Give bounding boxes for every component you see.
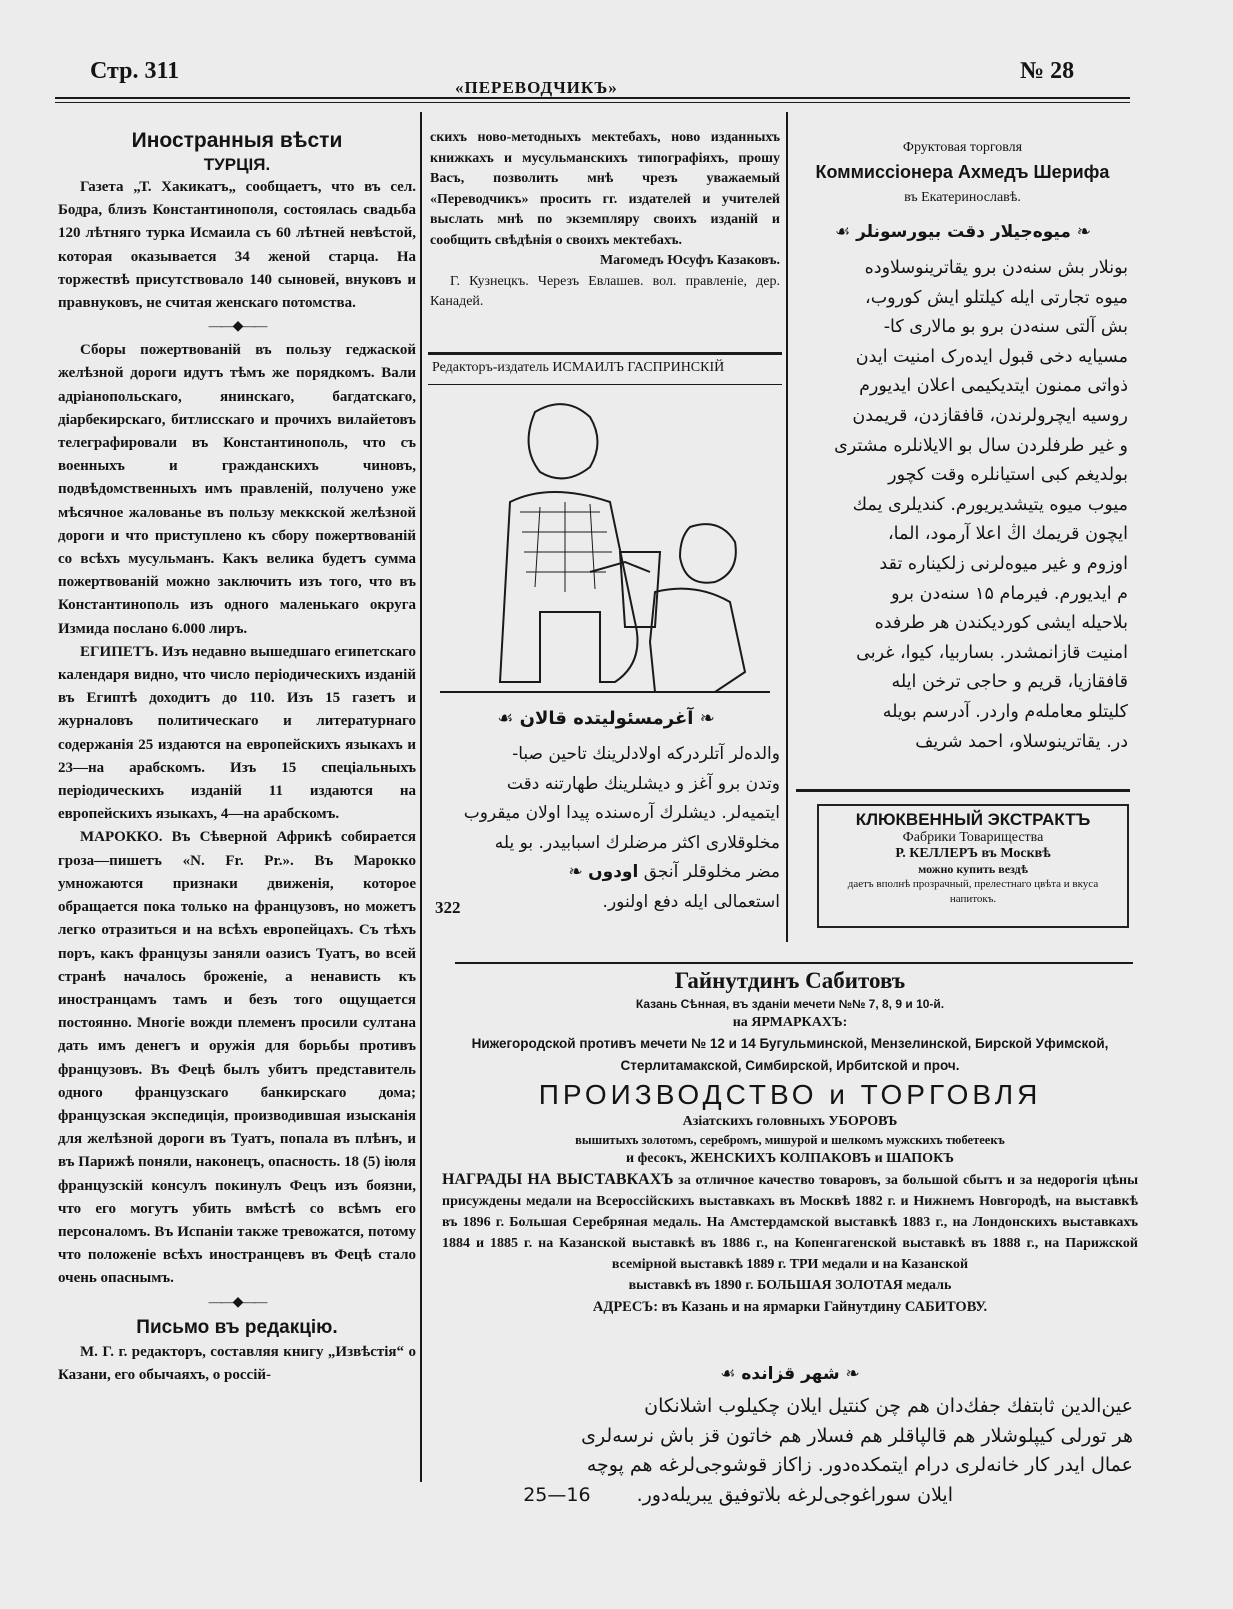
dress-plaid (520, 502, 612, 592)
toothpaste-ad-text: والده‌لر آتلردرکه اولادلرینك تاحین صبا- وتدن برو آغز و دیشلرینك طهارتنه دقت ایتمیه‌لر. دیشلرك آره‌سنده پیدا اولان میقروب مخلوقلاری اکثر مرضلرك اسبابیدر. بو یله مضر مخلوقلر آنجق اودوں ❧ استعمالی ایله دفع اولنور. (463, 744, 780, 912)
editor-rule (428, 384, 782, 385)
ad-top-rule (455, 962, 1133, 964)
mother-head (529, 404, 598, 478)
ornament-icon: ❧ (693, 708, 715, 729)
ornament-icon: ☙ (497, 708, 520, 729)
fruit-trade-name: Коммиссіонера Ахмедъ Шерифа (815, 162, 1110, 182)
newspaper-title: «ПЕРЕВОДЧИКЪ» (455, 78, 618, 97)
letter-address: Г. Кузнецкъ. Черезъ Евлашев. вол. правленіе, дер. Канадей. (430, 273, 780, 309)
letter-paragraph: М. Г. г. редакторъ, составляя книгу „Извѣстія“ о Казани, его обычаяхъ, о россій- (58, 1343, 416, 1383)
column-divider (420, 112, 422, 1482)
letter-continuation (430, 128, 780, 313)
ornament-divider: ——◆—— (208, 1294, 266, 1310)
editor-line: Редакторъ-издатель ИСМАИЛЪ ГАСПРИНСКІЙ (432, 360, 725, 375)
ornament-icon: ❧ (839, 1364, 860, 1384)
ad-number: 25—16 (523, 1483, 591, 1506)
ornament-icon: ☙ (720, 1364, 742, 1384)
news-paragraph: МАРОККО. Въ Сѣверной Африкѣ собирается гроза—пишетъ «N. Fr. Pr.». Въ Марокко умножаются признаки движенія, которое обращается пока только на французовъ, но можетъ легко отразиться и на всѣхъ европейцахъ. Съ тѣхъ поръ, какъ французы заняли оазисъ Туатъ, во всей странѣ началось броженіе, а ненависть къ иностранцамъ тамъ и безъ того ощущается постоянно. Многіе вожди племенъ просили султана дать имъ денегъ и оружія для борьбы противъ французовъ. Въ Фецѣ былъ убитъ представитель одного французскаго банкирскаго дома; французская экспедиція, производившая изысканія для желѣзной дороги въ Туатъ, попала въ плѣнъ, и въ Парижѣ поняли, наконецъ, опасность. 18 (5) іюля французскій консулъ покинулъ Фецъ изъ боязни, что его могутъ убить вмѣстѣ со всѣмъ его персоналомъ. Въ Испаніи также тревожатся, потому что положеніе всѣхъ иностранцевъ въ Фецѣ стало очень опаснымъ. (58, 829, 416, 1287)
column-divider (786, 112, 788, 942)
news-paragraph: ЕГИПЕТЪ. Изъ недавно вышедшаго египетскаго календаря видно, что число періодическихъ изданій въ Египтѣ доходитъ до 110. Изъ 15 газетъ и журналовъ политическаго и литературнаго содержанія 25 издаются на европейскихъ языкахъ и 23—на арабскомъ. Изъ 15 спеціальныхъ періодическихъ изданій 11 издаются на европейскихъ языкахъ, 4—на арабскомъ. (58, 643, 416, 823)
child-dress (650, 589, 745, 692)
ornament-divider: ——◆—— (208, 319, 266, 335)
toothpaste-ad-heading: ❧ آغرمسئولیتده قالان ☙ (497, 708, 715, 729)
section-heading: Иностранныя вѣсти (131, 129, 343, 152)
ad-title: КЛЮКВЕННЫЙ ЭКСТРАКТЪ (855, 810, 1091, 829)
fruit-trade-city: въ Екатеринославѣ. (904, 190, 1021, 205)
kazan-ad-text: عین‌الدین ثابتفك جفك‌دان هم چن کنتیل ایلان چکیلوب اشلانکان هر تورلی کیپلوشلار هم قالپاقلر هم فسلار هم خاتون قز باش نرسه‌لری عمال ایدر کار خانه‌لری درام ایتمکده‌دور. زاکاز قوشوجی‌لرغه هم پوچه ایلان سوراغوجی‌لرغه بلاتوفیق یبریله‌دور. 25—16 (523, 1395, 1133, 1506)
page-number: Стр. 311 (90, 58, 180, 84)
sabitov-ad: Гайнутдинъ Сабитовъ Казань Сѣнная, въ зданіи мечети №№ 7, 8, 9 и 10-й. на ЯРМАРКАХЪ: Нижегородской противъ мечети № 12 и 14 Бугульминской, Мензелинской, Бирской Уфимской, Стерлитамакской, Симбирской, Ирбитской и проч. ПРОИЗВОДСТВО и ТОРГОВЛЯ Азіатскихъ головныхъ УБОРОВЪ вышитыхъ золотомъ, серебромъ, мишурой и шелкомъ мужскихъ тюбетеекъ и фесокъ, ЖЕНСКИХЪ КОЛПАКОВЪ и ШАПОКЪ НАГРАДЫ НА ВЫСТАВКАХЪ за отличное качество товаровъ, за большой сбытъ и за недорогія цѣны присуждены медали на Всероссійскихъ выставкахъ въ Москвѣ 1882 г. и Нижнемъ Новгородѣ, на выставкѣ въ 1896 г. Большая Серебряная медаль. На Амстердамской выставкѣ 1883 г., на Лондонскихъ выставкахъ 1884 и 1885 г. на Казанской выставкѣ въ 1886 г., на Копенгагенской выставкѣ въ 1888 г., на Парижской всемірной выставкѣ 1889 г. ТРИ медали и на Казанской выставкѣ въ 1890 г. БОЛЬШАЯ ЗОЛОТАЯ медаль АДРЕСЪ: въ Казань и на ярмарки Гайнутдину САБИТОВУ. (440, 966, 1140, 1319)
letter-heading: Письмо въ редакцію. (136, 1316, 338, 1338)
section-subheading: ТУРЦІЯ. (203, 155, 271, 174)
news-paragraph: Газета „Т. Хакикатъ„ сообщаетъ, что въ сел. Бодра, близъ Константинополя, состоялась свадьба 120 лѣтняго турка Исмаила съ 60 лѣтней невѣстой, которая оказывается 34 женой старца. На торжествѣ присутствовало 140 сыновей, внуковъ и правнуковъ, не считая женскаго потомства. (58, 179, 416, 312)
header-rule (55, 97, 1130, 99)
illustration-mother-child (440, 392, 770, 702)
product-name: اودوں (588, 862, 639, 883)
ad-big-title: ПРОИЗВОДСТВО и ТОРГОВЛЯ (538, 1079, 1042, 1110)
mother-dress (500, 492, 638, 682)
fruit-trade-line1: Фруктовая торговля (902, 140, 1023, 155)
merchant-name: Гайнутдинъ Сабитовъ (674, 968, 906, 993)
ad-number: 322 (435, 898, 461, 917)
kazan-ad-heading: ❧ شهر قزانده ☙ (720, 1364, 860, 1384)
letter-text: скихъ ново-методныхъ мектебахъ, ново изданныхъ книжкахъ и мусульманскихъ типографіяхъ, прошу Васъ, позволить мнѣ чрезъ уважаемый «Переводчикъ» просить гг. издателей и учителей выслать мнѣ по экземпляру своихъ изданій и сообщить свѣдѣнія о своихъ мектебахъ. (430, 130, 780, 248)
fruit-ad-heading: ❧ میوه‌جیلار دقت بیورسونلر ☙ (834, 222, 1092, 242)
news-paragraph: Сборы пожертвованій въ пользу геджаской желѣзной дороги идутъ тѣмъ же порядкомъ. Вали адріанопольскаго, янинскаго, багдатскаго, діарбекирскаго, битлисскаго и прочихъ вилайетовъ телеграфировали въ Константинополь, что съ военныхъ и гражданскихъ чиновъ, подвѣдомственныхъ имъ правленій, получено уже мѣсячное жалованье въ пользу меккской желѣзной дороги и что приступлено къ сбору пожертвованій со всѣхъ мусульманъ. Какъ велика будетъ сумма пожертвованій можно заключить изъ того, что въ Константинополь изъ одного маленькаго округа Измида послано 6.000 лиръ. (58, 342, 416, 637)
ad-address: АДРЕСЪ: въ Казань и на ярмарки Гайнутдину САБИТОВУ. (592, 1299, 988, 1315)
letter-signature: Магомедъ Юсуфъ Казаковъ. (599, 253, 780, 268)
cranberry-extract-ad: КЛЮКВЕННЫЙ ЭКСТРАКТЪ Фабрики Товарищества Р. КЕЛЛЕРЪ въ Москвѣ можно купить вездѣ даетъ вполнѣ прозрачный, прелестнаго цвѣта и вкуса напитокъ. (817, 804, 1129, 928)
child-head (680, 524, 736, 583)
ornament-icon: ❧ (1070, 222, 1092, 242)
header-rule-thin (55, 102, 1130, 103)
ornament-icon: ☙ (834, 222, 857, 242)
issue-number: № 28 (1020, 58, 1075, 84)
fruit-ad-text: بونلار بش سنه‌دن برو یقاترینوسلاوده میوه تجارتی ایله کیلتلو ایش کوروب، بش آلتی سنه‌دن برو بو مالاری کا- مسیایه دخی قبول ایده‌رک امنیت ایدن ذواتی ممنون ایتدیکیمی اعلان ایدیورم روسیه ایچرولرندن، قافقازدن، قریمدن و غیر طرفلردن سال بو الایلانلره مشتری بولدیغم کبی استیانلره وقت کچور میوب میوه یتیشدیریورم. کندیلری یمك ایچون قریمك اڭ اعلا آرمود، الما، اوزوم و غیر میوه‌لرنی زلکیناره تقد م ایدیورم. فیرمام ۱۵ سنه‌دن برو بلاحیله ایشی کوردیکندن هر طرفده امنیت قازانمشدر. بساربیا، کیوا، غربی قافقازیا، قریم و حاجی ترخن ایله کلیتلو معامله‌م واردر. آدرسم بویله در. یقاترینوسلاو، احمد شریف (834, 258, 1128, 752)
foreign-news-column (58, 128, 416, 1387)
ad-rule (796, 789, 1130, 792)
editor-rule (428, 352, 782, 355)
